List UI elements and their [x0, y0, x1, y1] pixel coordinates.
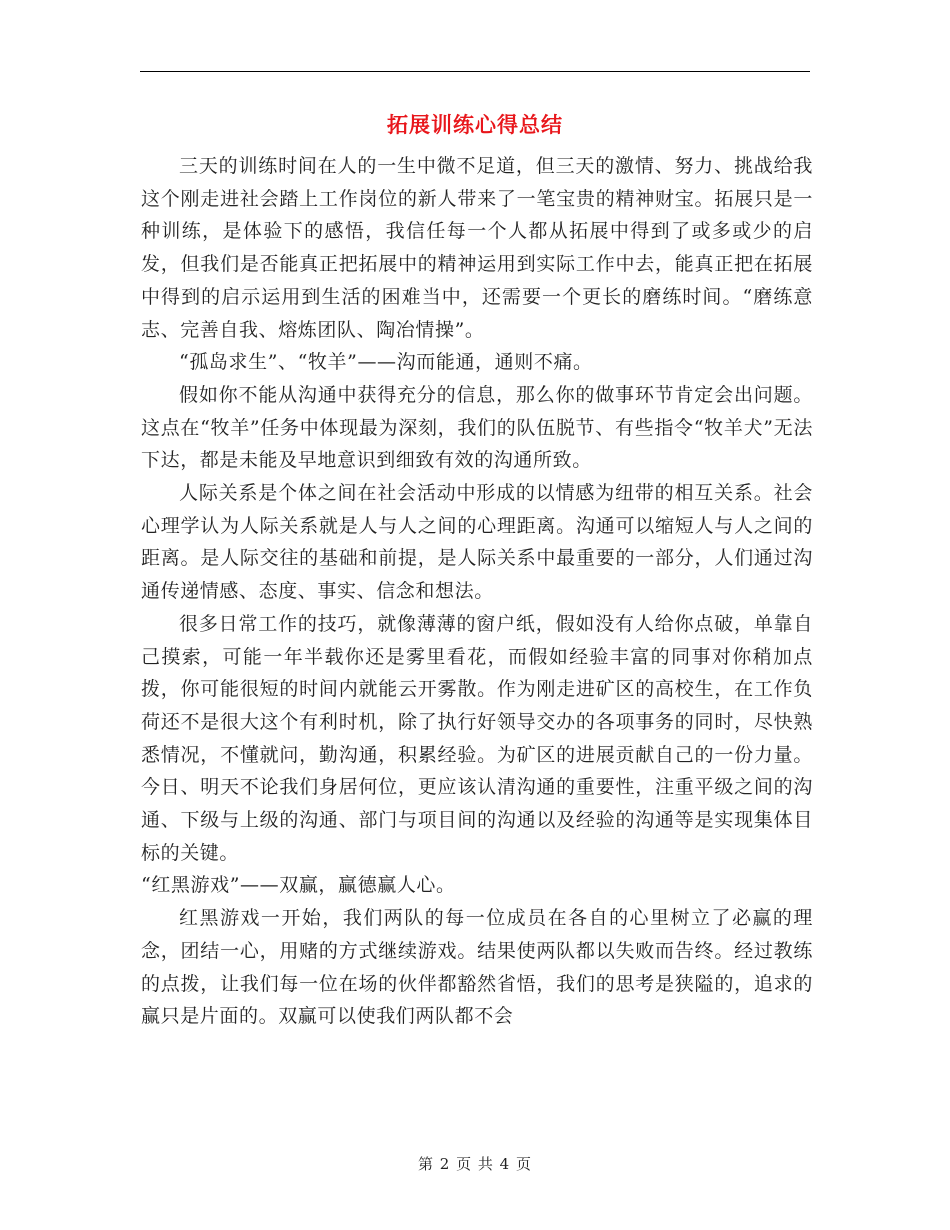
document-body [141, 150, 813, 1033]
paragraph-interpersonal: 人际关系是个体之间在社会活动中形成的以情感为纽带的相互关系。社会心理学认为人际关系就是人与人之间的心理距离。沟通可以缩短人与人之间的距离。是人际交往的基础和前提，是人际关系中最重要的一部分，人们通过沟通传递情感、态度、事实、信念和想法。 [141, 482, 813, 603]
section-heading-red-black-game: “红黑游戏”——双赢，赢德赢人心。 [141, 874, 456, 897]
paragraph-intro: 三天的训练时间在人的一生中微不足道，但三天的激情、努力、挑战给我这个刚走进社会踏上工作岗位的新人带来了一笔宝贵的精神财宝。拓展只是一种训练，是体验下的感悟，我信任每一个人都从拓展中得到了或多或少的启发，但我们是否能真正把拓展中的精神运用到实际工作中去，能真正把在拓展中得到的启示运用到生活的困难当中，还需要一个更长的磨练时间。“磨练意志、完善自我、熔炼团队、陶冶情操”。 [141, 155, 813, 341]
section-heading-communication: “孤岛求生”、“牧羊”——沟而能通，通则不痛。 [179, 351, 593, 374]
paragraph-communication-info: 假如你不能从沟通中获得充分的信息，那么你的做事环节肯定会出问题。这点在“牧羊”任务中体现最为深刻，我们的队伍脱节、有些指令“牧羊犬”无法下达，都是未能及早地意识到细致有效的沟通所致。 [141, 383, 813, 472]
document-title: 拓展训练心得总结 [387, 112, 563, 137]
page-number: 第 2 页 共 4 页 [418, 1155, 532, 1173]
paragraph-work-skills: 很多日常工作的技巧，就像薄薄的窗户纸，假如没有人给你点破，单靠自己摸索，可能一年半载你还是雾里看花，而假如经验丰富的同事对你稍加点拨，你可能很短的时间内就能云开雾散。作为刚走进矿区的高校生，在工作负荷还不是很大这个有利时机，除了执行好领导交办的各项事务的同时，尽快熟悉情况，不懂就问，勤沟通，积累经验。为矿区的进展贡献自己的一份力量。今日、明天不论我们身居何位，更应该认清沟通的重要性，注重平级之间的沟通、下级与上级的沟通、部门与项目间的沟通以及经验的沟通等是实现集体目标的关键。 [141, 612, 813, 864]
header-rule [140, 71, 810, 72]
paragraph-red-black-game: 红黑游戏一开始，我们两队的每一位成员在各自的心里树立了必赢的理念，团结一心，用赌的方式继续游戏。结果使两队都以失败而告终。经过教练的点拨，让我们每一位在场的伙伴都豁然省悟，我们的思考是狭隘的，追求的赢只是片面的。双赢可以使我们两队都不会 [141, 907, 813, 1028]
